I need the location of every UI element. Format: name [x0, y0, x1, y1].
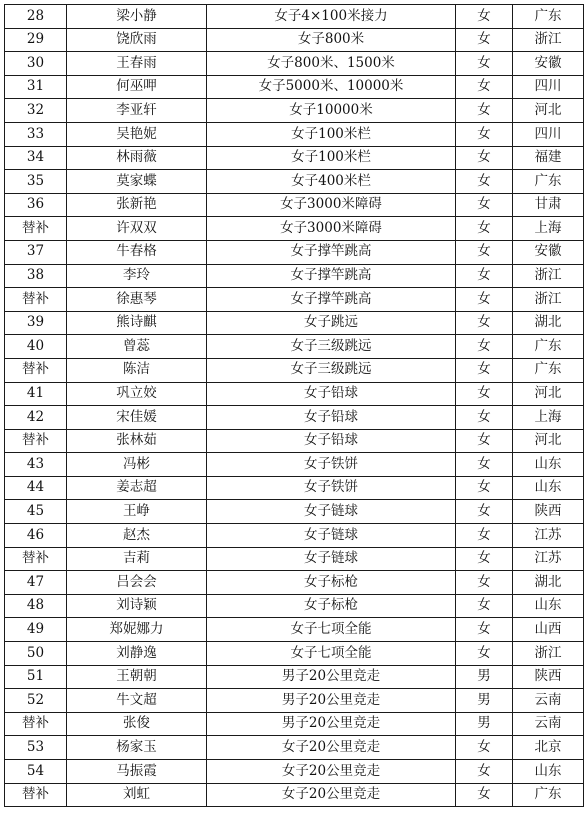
table-row: [5, 571, 584, 595]
cell-event: 女子100米栏: [207, 122, 456, 146]
cell-athlete-name: 李亚轩: [67, 99, 207, 123]
cell-athlete-name: 郑妮娜力: [67, 618, 207, 642]
cell-number: 31: [5, 75, 67, 99]
cell-event: 女子10000米: [207, 99, 456, 123]
cell-sex: 女: [456, 736, 513, 760]
cell-province: 陕西: [513, 665, 584, 689]
cell-sex: 女: [456, 783, 513, 807]
cell-number: 42: [5, 406, 67, 430]
cell-province: 河北: [513, 429, 584, 453]
cell-province: 福建: [513, 146, 584, 170]
cell-province: 广东: [513, 358, 584, 382]
cell-sex: 女: [456, 358, 513, 382]
cell-number: 49: [5, 618, 67, 642]
cell-number: 33: [5, 122, 67, 146]
cell-athlete-name: 杨家玉: [67, 736, 207, 760]
cell-province: 湖北: [513, 311, 584, 335]
table-row: [5, 358, 584, 382]
table-row: [5, 52, 584, 76]
cell-sex: 女: [456, 524, 513, 548]
cell-number: 44: [5, 476, 67, 500]
cell-province: 江苏: [513, 547, 584, 571]
cell-athlete-name: 巩立姣: [67, 382, 207, 406]
cell-sex: 女: [456, 335, 513, 359]
table-row: [5, 429, 584, 453]
cell-event: 女子4×100米接力: [207, 5, 456, 29]
cell-event: 女子标枪: [207, 594, 456, 618]
table-row: [5, 524, 584, 548]
cell-province: 安徽: [513, 240, 584, 264]
cell-sex: 女: [456, 75, 513, 99]
table-row: [5, 122, 584, 146]
cell-event: 女子链球: [207, 500, 456, 524]
cell-number: 52: [5, 689, 67, 713]
cell-province: 山东: [513, 476, 584, 500]
cell-sex: 女: [456, 264, 513, 288]
table-row: [5, 240, 584, 264]
cell-event: 女子链球: [207, 524, 456, 548]
cell-sex: 女: [456, 382, 513, 406]
cell-province: 上海: [513, 217, 584, 241]
cell-province: 陕西: [513, 500, 584, 524]
table-row: [5, 712, 584, 736]
cell-sex: 女: [456, 5, 513, 29]
cell-province: 山东: [513, 453, 584, 477]
cell-sex: 女: [456, 571, 513, 595]
cell-athlete-name: 王春雨: [67, 52, 207, 76]
cell-number: 28: [5, 5, 67, 29]
cell-province: 浙江: [513, 288, 584, 312]
cell-number: 38: [5, 264, 67, 288]
cell-number: 29: [5, 28, 67, 52]
table-row: [5, 264, 584, 288]
cell-number: 46: [5, 524, 67, 548]
cell-athlete-name: 张新艳: [67, 193, 207, 217]
table-row: [5, 5, 584, 29]
cell-event: 女子20公里竞走: [207, 760, 456, 784]
cell-athlete-name: 宋佳媛: [67, 406, 207, 430]
cell-number: 50: [5, 642, 67, 666]
cell-province: 北京: [513, 736, 584, 760]
table-row: [5, 760, 584, 784]
cell-event: 女子100米栏: [207, 146, 456, 170]
cell-sex: 女: [456, 760, 513, 784]
cell-event: 女子铁饼: [207, 453, 456, 477]
cell-event: 女子5000米、10000米: [207, 75, 456, 99]
cell-number: 35: [5, 170, 67, 194]
cell-event: 女子铅球: [207, 382, 456, 406]
roster-body: [5, 5, 584, 807]
cell-province: 山东: [513, 594, 584, 618]
cell-athlete-name: 刘诗颖: [67, 594, 207, 618]
cell-number: 43: [5, 453, 67, 477]
cell-event: 女子撑竿跳高: [207, 240, 456, 264]
cell-province: 云南: [513, 689, 584, 713]
cell-event: 女子3000米障碍: [207, 193, 456, 217]
cell-athlete-name: 陈洁: [67, 358, 207, 382]
table-row: [5, 75, 584, 99]
cell-sex: 男: [456, 665, 513, 689]
cell-province: 安徽: [513, 52, 584, 76]
cell-athlete-name: 林雨薇: [67, 146, 207, 170]
cell-sex: 女: [456, 146, 513, 170]
cell-event: 女子撑竿跳高: [207, 264, 456, 288]
cell-province: 上海: [513, 406, 584, 430]
cell-sex: 女: [456, 500, 513, 524]
cell-number: 替补: [5, 429, 67, 453]
cell-event: 女子跳远: [207, 311, 456, 335]
table-row: [5, 689, 584, 713]
cell-event: 女子20公里竞走: [207, 783, 456, 807]
cell-athlete-name: 王朝朝: [67, 665, 207, 689]
cell-athlete-name: 梁小静: [67, 5, 207, 29]
cell-number: 47: [5, 571, 67, 595]
cell-athlete-name: 许双双: [67, 217, 207, 241]
cell-number: 54: [5, 760, 67, 784]
cell-number: 32: [5, 99, 67, 123]
cell-province: 山西: [513, 618, 584, 642]
cell-athlete-name: 王峥: [67, 500, 207, 524]
cell-number: 53: [5, 736, 67, 760]
cell-athlete-name: 李玲: [67, 264, 207, 288]
cell-province: 云南: [513, 712, 584, 736]
table-row: [5, 288, 584, 312]
cell-province: 湖北: [513, 571, 584, 595]
cell-number: 替补: [5, 547, 67, 571]
cell-number: 替补: [5, 217, 67, 241]
cell-event: 女子20公里竞走: [207, 736, 456, 760]
cell-athlete-name: 吕会会: [67, 571, 207, 595]
cell-athlete-name: 徐惠琴: [67, 288, 207, 312]
cell-event: 女子铅球: [207, 429, 456, 453]
cell-athlete-name: 熊诗麒: [67, 311, 207, 335]
table-row: [5, 594, 584, 618]
cell-province: 甘肃: [513, 193, 584, 217]
cell-event: 女子三级跳远: [207, 335, 456, 359]
table-row: [5, 618, 584, 642]
cell-province: 广东: [513, 170, 584, 194]
cell-province: 河北: [513, 382, 584, 406]
cell-number: 替补: [5, 288, 67, 312]
cell-event: 女子七项全能: [207, 618, 456, 642]
table-row: [5, 453, 584, 477]
cell-sex: 女: [456, 217, 513, 241]
cell-sex: 女: [456, 288, 513, 312]
table-row: [5, 146, 584, 170]
cell-event: 女子400米栏: [207, 170, 456, 194]
cell-event: 女子铅球: [207, 406, 456, 430]
cell-sex: 女: [456, 547, 513, 571]
cell-athlete-name: 莫家蝶: [67, 170, 207, 194]
table-row: [5, 28, 584, 52]
cell-province: 江苏: [513, 524, 584, 548]
cell-number: 41: [5, 382, 67, 406]
cell-province: 广东: [513, 5, 584, 29]
cell-sex: 女: [456, 429, 513, 453]
cell-number: 替补: [5, 358, 67, 382]
cell-athlete-name: 张林茹: [67, 429, 207, 453]
table-row: [5, 311, 584, 335]
cell-athlete-name: 牛文超: [67, 689, 207, 713]
cell-province: 浙江: [513, 28, 584, 52]
cell-athlete-name: 赵杰: [67, 524, 207, 548]
cell-athlete-name: 张俊: [67, 712, 207, 736]
cell-sex: 女: [456, 122, 513, 146]
cell-sex: 女: [456, 476, 513, 500]
cell-event: 女子标枪: [207, 571, 456, 595]
cell-athlete-name: 牛春格: [67, 240, 207, 264]
cell-event: 男子20公里竞走: [207, 712, 456, 736]
cell-province: 四川: [513, 122, 584, 146]
cell-athlete-name: 饶欣雨: [67, 28, 207, 52]
cell-event: 女子三级跳远: [207, 358, 456, 382]
table-row: [5, 406, 584, 430]
table-row: [5, 217, 584, 241]
cell-number: 39: [5, 311, 67, 335]
cell-number: 30: [5, 52, 67, 76]
table-row: [5, 99, 584, 123]
cell-sex: 男: [456, 689, 513, 713]
cell-sex: 女: [456, 99, 513, 123]
cell-province: 广东: [513, 335, 584, 359]
cell-athlete-name: 吉莉: [67, 547, 207, 571]
cell-event: 女子铁饼: [207, 476, 456, 500]
cell-athlete-name: 马振霞: [67, 760, 207, 784]
cell-province: 浙江: [513, 642, 584, 666]
cell-number: 34: [5, 146, 67, 170]
cell-athlete-name: 何巫呷: [67, 75, 207, 99]
cell-number: 替补: [5, 712, 67, 736]
table-row: [5, 500, 584, 524]
cell-province: 山东: [513, 760, 584, 784]
cell-sex: 女: [456, 170, 513, 194]
cell-athlete-name: 刘虹: [67, 783, 207, 807]
cell-province: 浙江: [513, 264, 584, 288]
cell-sex: 女: [456, 193, 513, 217]
athlete-roster-table: [4, 4, 584, 807]
cell-event: 男子20公里竞走: [207, 665, 456, 689]
table-row: [5, 642, 584, 666]
table-row: [5, 547, 584, 571]
cell-sex: 女: [456, 406, 513, 430]
table-row: [5, 170, 584, 194]
table-row: [5, 335, 584, 359]
cell-number: 45: [5, 500, 67, 524]
cell-athlete-name: 吴艳妮: [67, 122, 207, 146]
cell-province: 河北: [513, 99, 584, 123]
cell-sex: 女: [456, 240, 513, 264]
cell-sex: 女: [456, 594, 513, 618]
cell-event: 女子链球: [207, 547, 456, 571]
cell-sex: 女: [456, 28, 513, 52]
table-row: [5, 193, 584, 217]
cell-event: 女子撑竿跳高: [207, 288, 456, 312]
table-row: [5, 783, 584, 807]
cell-sex: 男: [456, 712, 513, 736]
cell-athlete-name: 冯彬: [67, 453, 207, 477]
table-row: [5, 476, 584, 500]
cell-event: 女子七项全能: [207, 642, 456, 666]
cell-event: 女子3000米障碍: [207, 217, 456, 241]
table-row: [5, 736, 584, 760]
cell-number: 36: [5, 193, 67, 217]
cell-number: 替补: [5, 783, 67, 807]
cell-number: 40: [5, 335, 67, 359]
table-row: [5, 382, 584, 406]
cell-number: 48: [5, 594, 67, 618]
cell-athlete-name: 姜志超: [67, 476, 207, 500]
cell-event: 女子800米、1500米: [207, 52, 456, 76]
cell-athlete-name: 曾蕊: [67, 335, 207, 359]
cell-province: 广东: [513, 783, 584, 807]
cell-province: 四川: [513, 75, 584, 99]
cell-event: 女子800米: [207, 28, 456, 52]
table-row: [5, 665, 584, 689]
cell-athlete-name: 刘静逸: [67, 642, 207, 666]
cell-sex: 女: [456, 453, 513, 477]
cell-sex: 女: [456, 642, 513, 666]
cell-number: 37: [5, 240, 67, 264]
cell-event: 男子20公里竞走: [207, 689, 456, 713]
cell-sex: 女: [456, 52, 513, 76]
cell-sex: 女: [456, 311, 513, 335]
cell-sex: 女: [456, 618, 513, 642]
cell-number: 51: [5, 665, 67, 689]
